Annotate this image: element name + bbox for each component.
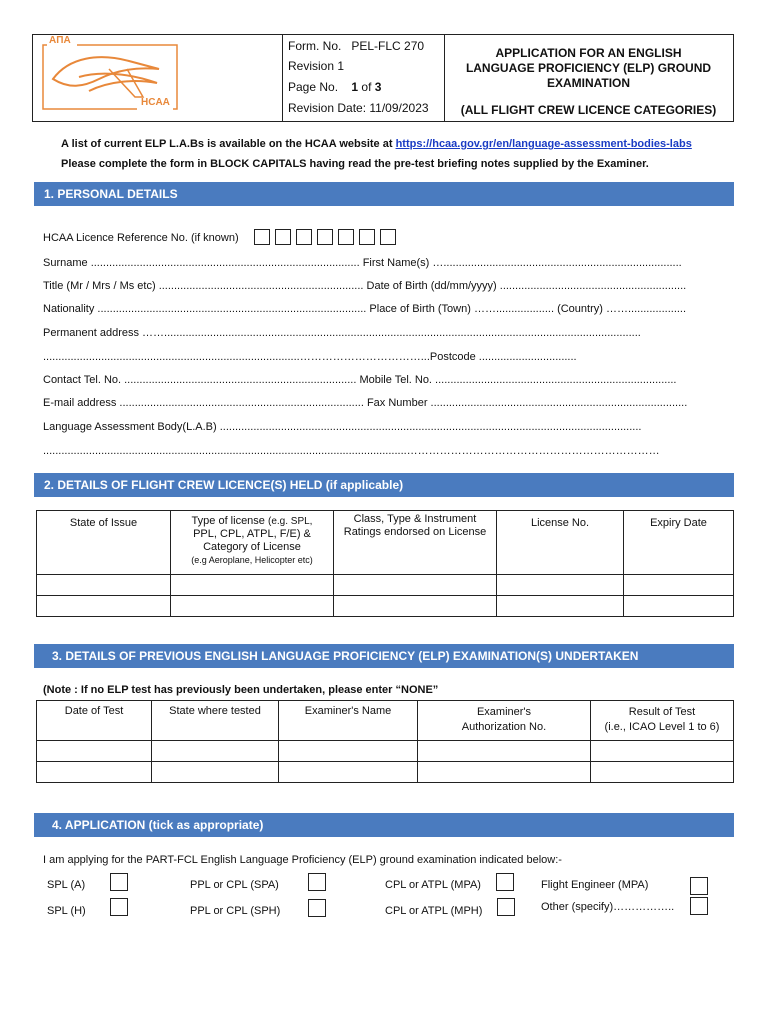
cpl-mph-checkbox[interactable] bbox=[497, 898, 515, 916]
table-row bbox=[37, 762, 734, 783]
licence-table bbox=[36, 510, 734, 617]
cpl-mph-label: CPL or ATPL (MPH) bbox=[385, 905, 483, 917]
section-1-header: 1. PERSONAL DETAILS bbox=[34, 182, 734, 206]
col-type-of-license: Type of license (e.g. SPL, PPL, CPL, ATPL, F/E) & Category of License (e.g Aeroplane, Helicopter etc) bbox=[171, 511, 334, 575]
col-examiner-name: Examiner's Name bbox=[279, 701, 418, 741]
elp-history-table bbox=[36, 700, 734, 783]
logo-text-bottom: HCAA bbox=[141, 97, 170, 108]
cpl-mpa-label: CPL or ATPL (MPA) bbox=[385, 879, 481, 891]
col-license-no: License No. bbox=[497, 511, 624, 575]
licence-ref-box-6[interactable] bbox=[359, 229, 375, 245]
col-examiner-auth: Examiner's Authorization No. bbox=[418, 701, 591, 741]
lab-field-2[interactable]: .......................................................................................................................…………………………………………………………… bbox=[43, 445, 660, 457]
page-total: 3 bbox=[374, 80, 382, 94]
col-state-tested: State where tested bbox=[152, 701, 279, 741]
table-cell[interactable] bbox=[418, 762, 591, 783]
intro-text: A list of current ELP L.A.Bs is available on the HCAA website at bbox=[61, 138, 396, 150]
table-cell[interactable] bbox=[334, 596, 497, 617]
col-state-of-issue: State of Issue bbox=[37, 511, 171, 575]
table-cell[interactable] bbox=[279, 741, 418, 762]
page-current: 1 bbox=[351, 80, 359, 94]
section-2-header: 2. DETAILS OF FLIGHT CREW LICENCE(S) HELD (if applicable) bbox=[34, 473, 734, 497]
ppl-spa-label: PPL or CPL (SPA) bbox=[190, 879, 279, 891]
form-subtitle: (ALL FLIGHT CREW LICENCE CATEGORIES) bbox=[460, 103, 717, 117]
table-cell[interactable] bbox=[37, 741, 152, 762]
col-ratings: Class, Type & Instrument Ratings endorsed on License bbox=[334, 511, 497, 575]
licence-ref-box-1[interactable] bbox=[254, 229, 270, 245]
spl-h-checkbox[interactable] bbox=[110, 898, 128, 916]
form-no: PEL-FLC 270 bbox=[351, 39, 425, 53]
form-no-label: Form. No. bbox=[288, 39, 342, 53]
ppl-sph-label: PPL or CPL (SPH) bbox=[190, 905, 281, 917]
table-cell[interactable] bbox=[497, 596, 624, 617]
licence-ref-box-7[interactable] bbox=[380, 229, 396, 245]
section-3-header: 3. DETAILS OF PREVIOUS ENGLISH LANGUAGE PROFICIENCY (ELP) EXAMINATION(S) UNDERTAKEN bbox=[34, 644, 734, 668]
email-field[interactable]: E-mail address ................................................................................ Fax Number .................................................................................... bbox=[43, 397, 688, 409]
ppl-sph-checkbox[interactable] bbox=[308, 899, 326, 917]
fe-mpa-checkbox[interactable] bbox=[690, 877, 708, 895]
section-3-note: (Note : If no ELP test has previously been undertaken, please enter “NONE” bbox=[43, 684, 439, 696]
application-intro: I am applying for the PART-FCL English Language Proficiency (ELP) ground examination indicated below:- bbox=[43, 854, 562, 866]
spl-a-checkbox[interactable] bbox=[110, 873, 128, 891]
title-line-3: EXAMINATION bbox=[546, 76, 631, 90]
col-result: Result of Test (i.e., ICAO Level 1 to 6) bbox=[591, 701, 734, 741]
form-title bbox=[444, 46, 733, 91]
intro-line-1 bbox=[61, 138, 692, 150]
table-cell[interactable] bbox=[37, 596, 171, 617]
lab-list-link[interactable]: https://hcaa.gov.gr/en/language-assessment-bodies-labs bbox=[395, 138, 692, 150]
table-cell[interactable] bbox=[334, 575, 497, 596]
table-cell[interactable] bbox=[591, 741, 734, 762]
lab-field[interactable]: Language Assessment Body(L.A.B) .......................................................................................................................................... bbox=[43, 421, 642, 433]
other-checkbox[interactable] bbox=[690, 897, 708, 915]
form-title-cell bbox=[444, 35, 733, 121]
nationality-field[interactable]: Nationality ........................................................................................ Place of Birth (Town) ……................... (Country) ……................... bbox=[43, 303, 687, 315]
revision-date: Revision Date: 11/09/2023 bbox=[288, 101, 429, 115]
address-field-1[interactable]: Permanent address ……............................................................................................................................................................ bbox=[43, 327, 641, 339]
ppl-spa-checkbox[interactable] bbox=[308, 873, 326, 891]
address-field-2[interactable]: ....................................................................................……………………………...Postcode ................................ bbox=[43, 351, 577, 363]
surname-field[interactable]: Surname ........................................................................................ First Name(s) ….............................................................................. bbox=[43, 257, 682, 269]
page-label: Page No. bbox=[288, 80, 339, 94]
table-row bbox=[37, 741, 734, 762]
intro-line-2: Please complete the form in BLOCK CAPITALS having read the pre-test briefing notes supplied by the Examiner. bbox=[61, 158, 649, 170]
revision: Revision 1 bbox=[288, 59, 345, 73]
section-4-header: 4. APPLICATION (tick as appropriate) bbox=[34, 813, 734, 837]
licence-ref-label: HCAA Licence Reference No. (if known) bbox=[43, 232, 239, 244]
table-cell[interactable] bbox=[37, 575, 171, 596]
licence-ref-box-3[interactable] bbox=[296, 229, 312, 245]
col-date-of-test: Date of Test bbox=[37, 701, 152, 741]
table-cell[interactable] bbox=[171, 575, 334, 596]
table-cell[interactable] bbox=[279, 762, 418, 783]
table-row bbox=[37, 575, 734, 596]
contact-field[interactable]: Contact Tel. No. ............................................................................ Mobile Tel. No. ............................................................................... bbox=[43, 374, 677, 386]
cpl-mpa-checkbox[interactable] bbox=[496, 873, 514, 891]
col-expiry-date: Expiry Date bbox=[624, 511, 734, 575]
licence-ref-box-4[interactable] bbox=[317, 229, 333, 245]
licence-ref-box-5[interactable] bbox=[338, 229, 354, 245]
title-dob-field[interactable]: Title (Mr / Mrs / Ms etc) ................................................................... Date of Birth (dd/mm/yyyy) ............................................................. bbox=[43, 280, 687, 292]
table-cell[interactable] bbox=[624, 575, 734, 596]
title-line-1: APPLICATION FOR AN ENGLISH bbox=[495, 46, 682, 60]
table-cell[interactable] bbox=[152, 762, 279, 783]
logo-cell bbox=[33, 35, 283, 121]
title-line-2: LANGUAGE PROFICIENCY (ELP) GROUND bbox=[465, 61, 712, 75]
table-cell[interactable] bbox=[152, 741, 279, 762]
other-label: Other (specify)…………….. bbox=[541, 901, 675, 913]
spl-a-label: SPL (A) bbox=[47, 879, 86, 891]
form-info-cell bbox=[282, 35, 445, 121]
table-cell[interactable] bbox=[624, 596, 734, 617]
logo-text-top: ΑΠΑ bbox=[49, 35, 71, 46]
table-cell[interactable] bbox=[418, 741, 591, 762]
table-cell[interactable] bbox=[171, 596, 334, 617]
fe-mpa-label: Flight Engineer (MPA) bbox=[541, 879, 649, 891]
table-cell[interactable] bbox=[37, 762, 152, 783]
page-of: of bbox=[361, 80, 372, 94]
table-row bbox=[37, 596, 734, 617]
licence-ref-box-2[interactable] bbox=[275, 229, 291, 245]
spl-h-label: SPL (H) bbox=[47, 905, 86, 917]
table-cell[interactable] bbox=[497, 575, 624, 596]
table-cell[interactable] bbox=[591, 762, 734, 783]
form-header bbox=[32, 34, 734, 122]
